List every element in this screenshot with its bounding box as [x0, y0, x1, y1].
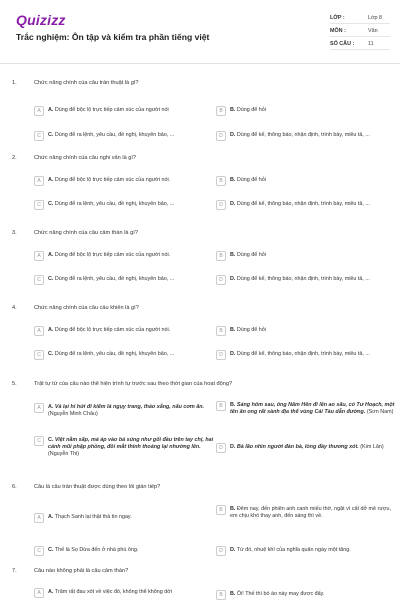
option-text: C. Dùng để ra lệnh, yêu cầu, đề nghị, khuyên bảo, ...	[48, 276, 175, 282]
option-text: D. Dùng để kể, thông báo, nhận định, trình bày, miêu tả, ...	[230, 132, 370, 138]
question-text: Câu là câu trần thuật được dùng theo lối gián tiếp?	[34, 484, 161, 490]
option-badge: B	[216, 106, 226, 116]
question-number: 7.	[12, 568, 17, 574]
option-badge: B	[216, 505, 226, 515]
option-badge: D	[216, 350, 226, 360]
option-text: C. Dùng để ra lệnh, yêu cầu, đề nghị, khuyên bảo, ...	[48, 132, 175, 138]
option-badge: A	[34, 588, 44, 598]
option-text: B. Dùng để hỏi	[230, 107, 266, 113]
question-text: Chức năng chính của câu cảm thán là gì?	[34, 230, 138, 236]
option-badge: D	[216, 275, 226, 285]
option-badge: C	[34, 546, 44, 556]
meta-value: Văn	[368, 28, 378, 34]
option-badge: B	[216, 401, 226, 411]
question-text: Chức năng chính của câu trần thuật là gì?	[34, 80, 139, 86]
question-number: 2.	[12, 155, 17, 161]
meta-row-subject	[330, 25, 390, 37]
option-badge: B	[216, 326, 226, 336]
option-text: B. Ôi! Thế thì bò áo này may được đấy.	[230, 591, 325, 597]
meta-label: MÔN :	[330, 28, 346, 34]
question-text: Trật tự từ của câu nào thể hiện trình tự trước sau theo thời gian của hoạt động?	[34, 381, 233, 387]
option-text: C. Thế là Sọ Dừa đến ở nhà phú ông.	[48, 547, 139, 553]
meta-value: Lớp 8	[368, 15, 383, 21]
option-badge: A	[34, 176, 44, 186]
option-text: D. Dùng để kể, thông báo, nhận định, trình bày, miêu tả, ...	[230, 201, 370, 207]
option-text: A. Dùng để bộc lộ trực tiếp cảm xúc của người nói	[48, 107, 169, 113]
meta-value: 11	[368, 41, 374, 47]
question-text: Chức năng chính của câu nghi vấn là gì?	[34, 155, 137, 161]
option-badge: D	[216, 546, 226, 556]
option-text: C. Việt nằm sấp, má áp vào bá súng như gối đầu trên tay chị, hai cánh mũi phập phồng, đôi mắt thinh thoảng lại nhướng lên. (Nguyễn Thi)	[48, 437, 214, 457]
option-text: B. Đêm nay, đến phiên anh canh miếu thờ, ngặt vì cất dở mẻ rượu, em chịu khó thay anh, đến sáng thì về.	[230, 506, 391, 519]
meta-row-count	[330, 38, 390, 50]
option-badge: A	[34, 403, 44, 413]
option-text: A. Thạch Sanh lại thật thà tin ngay.	[48, 514, 132, 520]
worksheet-title: Trắc nghiệm: Ôn tập và kiểm tra phần tiếng việt	[16, 32, 210, 42]
option-text: A. Và lại hí hửi đi kiếm lá ngụy trang, tháo xắng, nấu cơm ăn. (Nguyễn Minh Châu)	[48, 404, 205, 417]
option-badge: C	[34, 436, 44, 446]
option-badge: A	[34, 251, 44, 261]
option-badge: D	[216, 131, 226, 141]
option-badge: C	[34, 131, 44, 141]
option-badge: B	[216, 251, 226, 261]
meta-row-class	[330, 12, 390, 24]
option-text: C. Dùng để ra lệnh, yêu cầu, đề nghị, khuyên bảo, ...	[48, 351, 175, 357]
option-badge: B	[216, 176, 226, 186]
question-text: Câu nào không phải là câu cảm thán?	[34, 568, 129, 574]
meta-label: LỚP :	[330, 15, 345, 21]
option-badge: D	[216, 200, 226, 210]
question-number: 6.	[12, 484, 17, 490]
quizizz-logo: Quizizz	[16, 12, 66, 28]
question-number: 5.	[12, 381, 17, 387]
option-text: A. Dùng để bộc lộ trực tiếp cảm xúc của người nói.	[48, 177, 171, 183]
question-number: 3.	[12, 230, 17, 236]
question-number: 1.	[12, 80, 17, 86]
question-number: 4.	[12, 305, 17, 311]
option-badge: C	[34, 350, 44, 360]
option-text: B. Sáng hôm sau, ông Năm Hên đi lên ao sấu, có Tư Hoạch, một tên ăn ong rất sành địa thế vùng Cái Tàu dẫn đường. (Sơn Nam)	[230, 402, 395, 415]
option-badge: C	[34, 275, 44, 285]
option-text: A. Dùng để bộc lộ trực tiếp cảm xúc của người nói.	[48, 327, 171, 333]
option-text: D. Dùng để kể, thông báo, nhận định, trình bày, miêu tả, ...	[230, 276, 370, 282]
option-text: D. Bà lão nhìn người đàn bà, lòng đầy thương xót. (Kim Lân)	[230, 444, 384, 450]
option-text: B. Dùng để hỏi	[230, 252, 266, 258]
option-text: D. Dùng để kể, thông báo, nhận định, trình bày, miêu tả, ...	[230, 351, 370, 357]
option-text: D. Từ đó, nhuệ khí của nghĩa quân ngày một tăng.	[230, 547, 351, 553]
option-badge: A	[34, 106, 44, 116]
option-text: A. Dùng để bộc lộ trực tiếp cảm xúc của người nói.	[48, 252, 171, 258]
worksheet-header	[0, 0, 400, 64]
option-badge: A	[34, 326, 44, 336]
option-text: B. Dùng để hỏi	[230, 177, 266, 183]
option-text: B. Dùng để hỏi	[230, 327, 266, 333]
option-text: C. Dùng để ra lệnh, yêu cầu, đề nghị, khuyên bảo, ...	[48, 201, 175, 207]
option-badge: A	[34, 513, 44, 523]
option-text: A. Trăm rất đau xót về việc đó, không thể không dời	[48, 589, 173, 595]
option-badge: B	[216, 590, 226, 600]
meta-label: SỐ CÂU :	[330, 41, 355, 47]
option-badge: C	[34, 200, 44, 210]
question-text: Chức năng chính của câu cầu khiến là gì?	[34, 305, 139, 311]
option-badge: D	[216, 443, 226, 453]
